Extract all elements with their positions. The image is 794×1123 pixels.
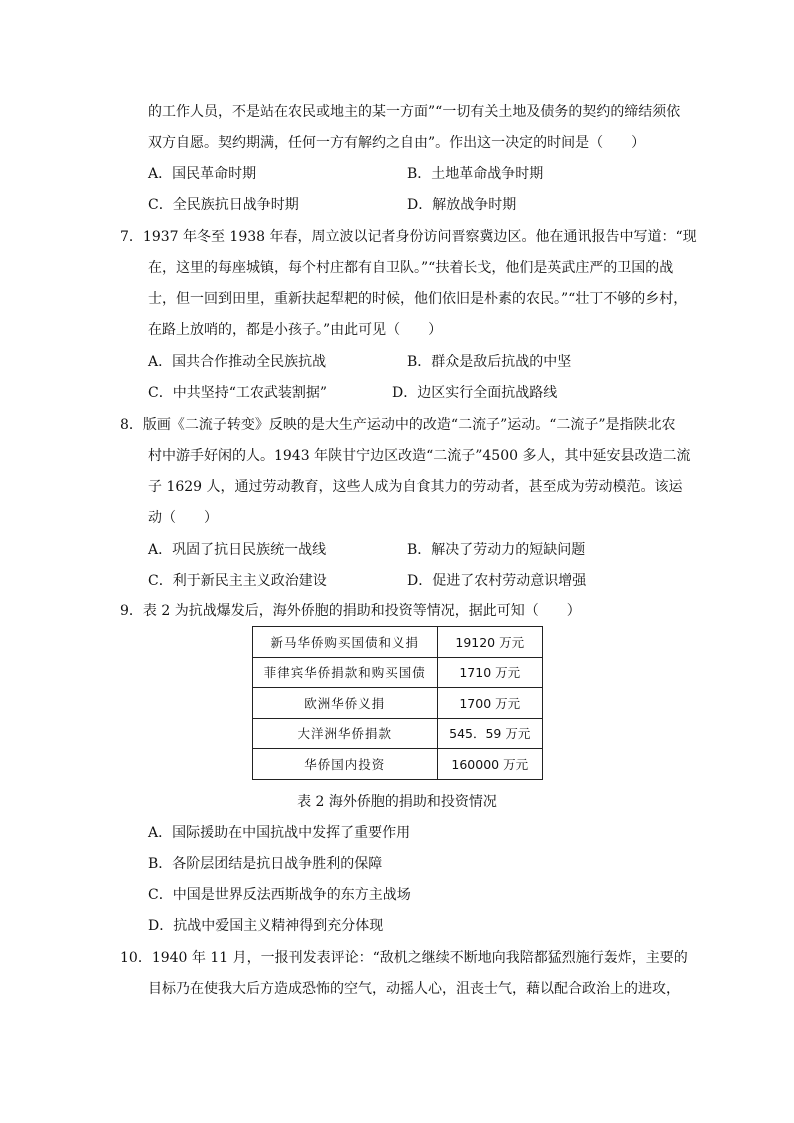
q9-option-b: B．各阶层团结是抗日战争胜利的保障	[148, 856, 383, 872]
table-cell-value: 19120 万元	[437, 627, 542, 658]
q6-option-b: B．土地革命战争时期	[407, 166, 544, 182]
q8-stem-line-4: 动（ ）	[148, 510, 218, 526]
table-cell-label: 华侨国内投资	[253, 749, 438, 780]
q7-stem-line-2: 在，这里的每座城镇，每个村庄都有自卫队。”“扶着长戈，他们是英武庄严的卫国的战	[148, 260, 674, 276]
q6-option-d: D．解放战争时期	[407, 197, 517, 213]
q8-option-b: B．解决了劳动力的短缺问题	[407, 542, 586, 558]
q8-stem-line-3: 子 1629 人，通过劳动教育，这些人成为自食其力的劳动者，甚至成为劳动模范。该运	[148, 479, 683, 495]
q7-stem-line-1: 7．1937 年冬至 1938 年春，周立波以记者身份访问晋察冀边区。他在通讯报告中写道：“现	[120, 229, 697, 245]
q8-option-d: D．促进了农村劳动意识增强	[407, 573, 587, 589]
table-row	[253, 718, 543, 749]
q7-option-a: A．国共合作推动全民族抗战	[148, 354, 327, 370]
q7-option-d: D．边区实行全面抗战路线	[392, 385, 558, 401]
q6-stem-line-1: 的工作人员，不是站在农民或地主的某一方面”“一切有关土地及债务的契约的缔结须依	[148, 104, 681, 120]
table-cell-label: 菲律宾华侨捐款和购买国债	[253, 657, 438, 688]
table-cell-label: 大洋洲华侨捐款	[253, 718, 438, 749]
table-row	[253, 749, 543, 780]
q9-option-c: C．中国是世界反法西斯战争的东方主战场	[148, 887, 411, 903]
table-cell-value: 1700 万元	[437, 688, 542, 719]
q8-stem-line-1: 8．版画《二流子转变》反映的是大生产运动中的改造“二流子”运动。“二流子”是指陕北农	[120, 417, 676, 433]
q8-option-a: A．巩固了抗日民族统一战线	[148, 542, 327, 558]
table-cell-value: 160000 万元	[437, 749, 542, 780]
q7-option-c: C．中共坚持“工农武装割据”	[148, 385, 328, 401]
q9-option-d: D．抗战中爱国主义精神得到充分体现	[148, 918, 384, 934]
donation-table	[252, 626, 543, 780]
q6-stem-line-2: 双方自愿。契约期满，任何一方有解约之自由”。作出这一决定的时间是（ ）	[148, 135, 646, 151]
q10-stem-line-2: 目标乃在使我大后方造成恐怖的空气，动摇人心，沮丧士气，藉以配合政治上的进攻，	[148, 981, 680, 997]
table-cell-value: 1710 万元	[437, 657, 542, 688]
table-caption: 表 2 海外侨胞的捐助和投资情况	[297, 794, 497, 810]
table-row	[253, 688, 543, 719]
table-row	[253, 657, 543, 688]
q8-stem-line-2: 村中游手好闲的人。1943 年陕甘宁边区改造“二流子”4500 多人，其中延安县改造二流	[148, 448, 691, 464]
q6-option-c: C．全民族抗日战争时期	[148, 197, 299, 213]
q9-option-a: A．国际援助在中国抗战中发挥了重要作用	[148, 825, 411, 841]
q9-stem-line-1: 9．表 2 为抗战爆发后，海外侨胞的捐助和投资等情况，据此可知（ ）	[120, 603, 581, 619]
q7-stem-line-4: 在路上放哨的，都是小孩子。”由此可见（ ）	[148, 322, 443, 338]
table-cell-label: 欧洲华侨义捐	[253, 688, 438, 719]
q6-option-a: A．国民革命时期	[148, 166, 257, 182]
table-cell-label: 新马华侨购买国债和义捐	[253, 627, 438, 658]
q10-stem-line-1: 10．1940 年 11 月，一报刊发表评论：“敌机之继续不断地向我陪都猛烈施行轰炸，主要的	[120, 950, 688, 966]
table-row	[253, 627, 543, 658]
q7-stem-line-3: 士，但一回到田里，重新扶起犁耙的时候，他们依旧是朴素的农民。”“壮丁不够的乡村，	[148, 291, 688, 307]
q8-option-c: C．利于新民主主义政治建设	[148, 573, 327, 589]
table-cell-value: 545．59 万元	[437, 718, 542, 749]
q7-option-b: B．群众是敌后抗战的中坚	[407, 354, 572, 370]
